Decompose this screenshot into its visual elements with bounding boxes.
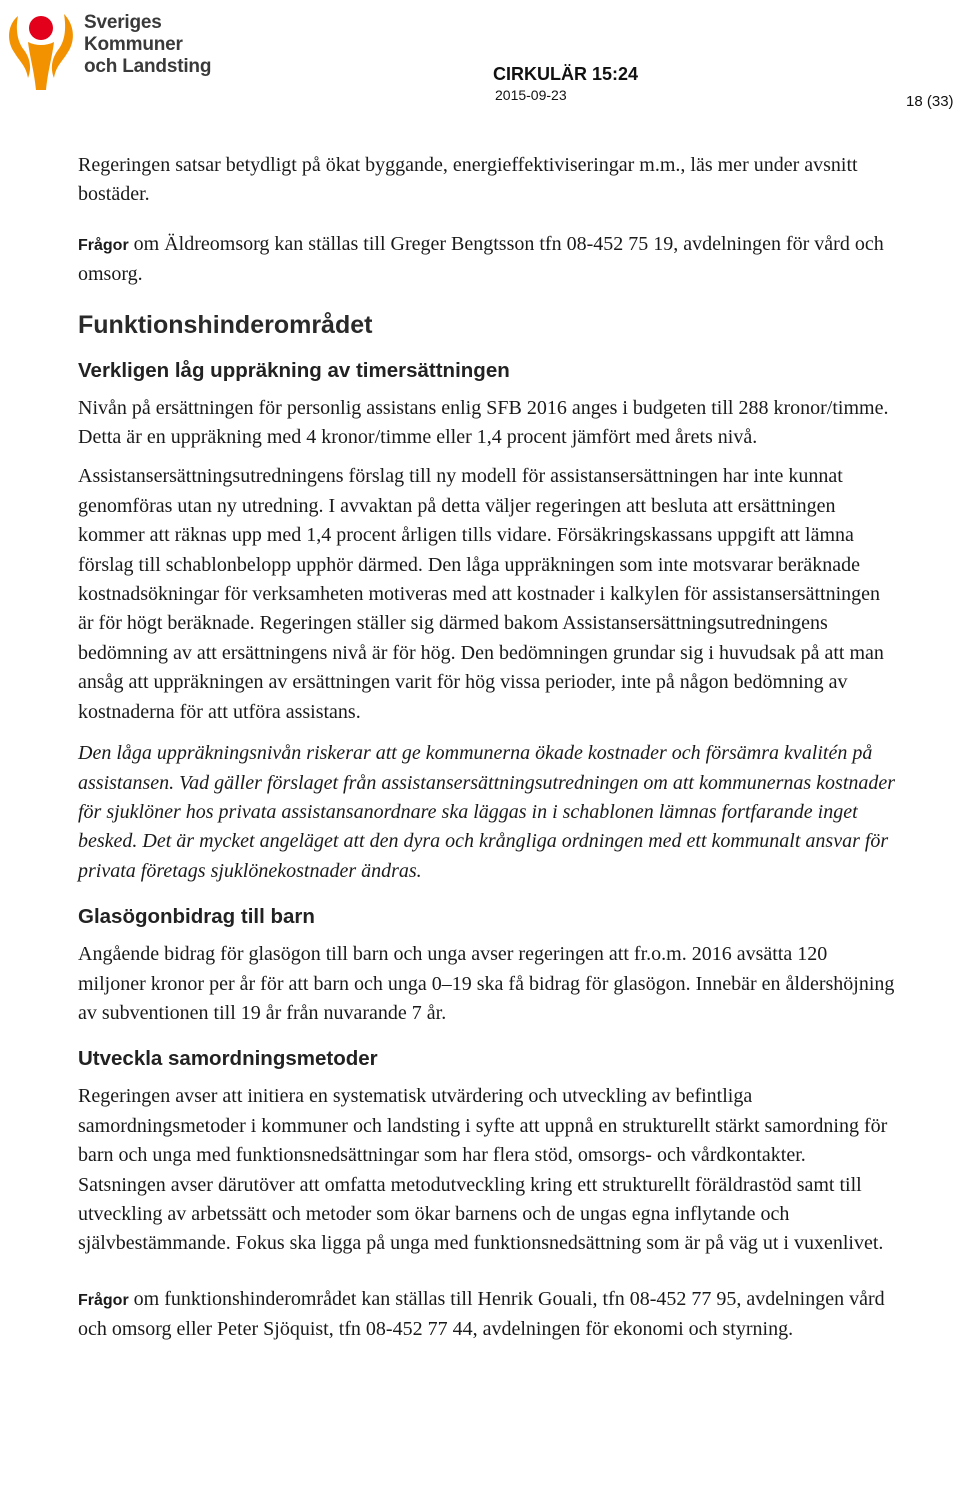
skl-logo [6, 6, 216, 96]
logo-figure-icon [6, 6, 78, 92]
paragraph-coordination: Regeringen avser att initiera en systematisk utvärdering och utveckling av befintliga samordningsmetoder i kommuner och landsting i syfte att uppnå en strukturellt stärkt samordning för barn och unga med funktionsnedsättningar som har flera stöd, omsorgs- och vårdkontakter. Satsningen avser därutöver att omfatta metodutveckling kring ett strukturellt föräldrastöd samt till utveckling av arbetssätt och metoder som ökar barnens och de ungas egna inflytande och självbestämmande. Fokus ska ligga på unga med funktionsnedsättning som är på väg ut i vuxenlivet. [78, 1085, 888, 1255]
logo-line-2: Kommuner [84, 34, 183, 55]
circular-number: CIRKULÄR 15:24 [493, 64, 639, 84]
paragraph-glasses: Angående bidrag för glasögon till barn och unga avser regeringen att fr.o.m. 2016 avsätta 120 miljoner kronor per år för att barn och unga 0–19 ska få bidrag för glasögon. Innebär en åldershöjning av subventionen till 19 år från nuvarande 7 år. [78, 943, 895, 1024]
questions-elderly-care [78, 230, 898, 290]
logo-line-1: Sveriges [84, 12, 162, 33]
page-number: 18 (33) [906, 93, 954, 110]
section-heading-disability: Funktionshinderområdet [78, 310, 373, 339]
questions-disability [78, 1285, 898, 1345]
questions-lead: Frågor [78, 236, 129, 254]
subheading-low-uplift: Verkligen låg uppräkning av timersättningen [78, 358, 510, 382]
circular-date: 2015-09-23 [495, 87, 567, 103]
paragraph-skl-comment: Den låga uppräkningsnivån riskerar att ge kommunerna ökade kostnader och försämra kvalitén på assistansen. Vad gäller förslaget från assistansersättningsutredningen om att kommunernas kostnader för sjuklöner hos privata assistansanordnare ska läggas in i schablonen lämnas fortfarande inget besked. Det är mycket angeläget att den dyra och krångliga ordningen med ett kommunalt ansvar för privata företags sjuklönekostnader ändras. [78, 742, 896, 882]
questions-text: om funktionshinderområdet kan ställas till Henrik Gouali, tfn 08-452 77 95, avdelningen vård och omsorg eller Peter Sjöquist, tfn 08-452 77 44, avdelningen för ekonomi och styrning. [78, 1287, 885, 1341]
questions-lead: Frågor [78, 1291, 129, 1309]
subheading-coordination: Utveckla samordningsmetoder [78, 1047, 378, 1071]
paragraph-compensation-level: Nivån på ersättningen för personlig assistans enlig SFB 2016 anges i budgeten till 288 kronor/timme. Detta är en uppräkning med 4 kronor/timme eller 1,4 procent jämfört med årets nivå. [78, 396, 889, 449]
document-body [78, 151, 898, 1345]
subheading-glasses-grant: Glasögonbidrag till barn [78, 905, 315, 929]
questions-text: om Äldreomsorg kan ställas till Greger Bengtsson tfn 08-452 75 19, avdelningen för vård och omsorg. [78, 232, 884, 286]
logo-wordmark [84, 12, 211, 78]
paragraph-housing: Regeringen satsar betydligt på ökat byggande, energieffektiviseringar m.m., läs mer under avsnitt bostäder. [78, 154, 858, 206]
logo-line-3: och Landsting [84, 56, 212, 77]
paragraph-assistance-inquiry: Assistansersättningsutredningens förslag till ny modell för assistansersättningen har inte kunnat genomföras utan ny utredning. I avvaktan på detta väljer regeringen att besluta att ersättningen kommer att räknas upp med 1,4 procent årligen tills vidare. Försäkringskassans uppgift att lämna förslag till schablonbelopp upphör därmed. Den låga uppräkningen som inte motsvarar beräknade kostnadsökningar för verksamheten motiveras med att kostnader i kalkylen för assistansersättningen är för högt beräknade. Regeringen ställer sig därmed bakom Assistansersättningsutredningens bedömning av att ersättningens nivå är för hög. Den bedömningen grundar sig i huvudsak på att man ansåg att uppräkningen av ersättningen varit för hög vissa perioder, inte på någon bedömning av kostnaderna för att utföra assistans. [78, 465, 884, 723]
